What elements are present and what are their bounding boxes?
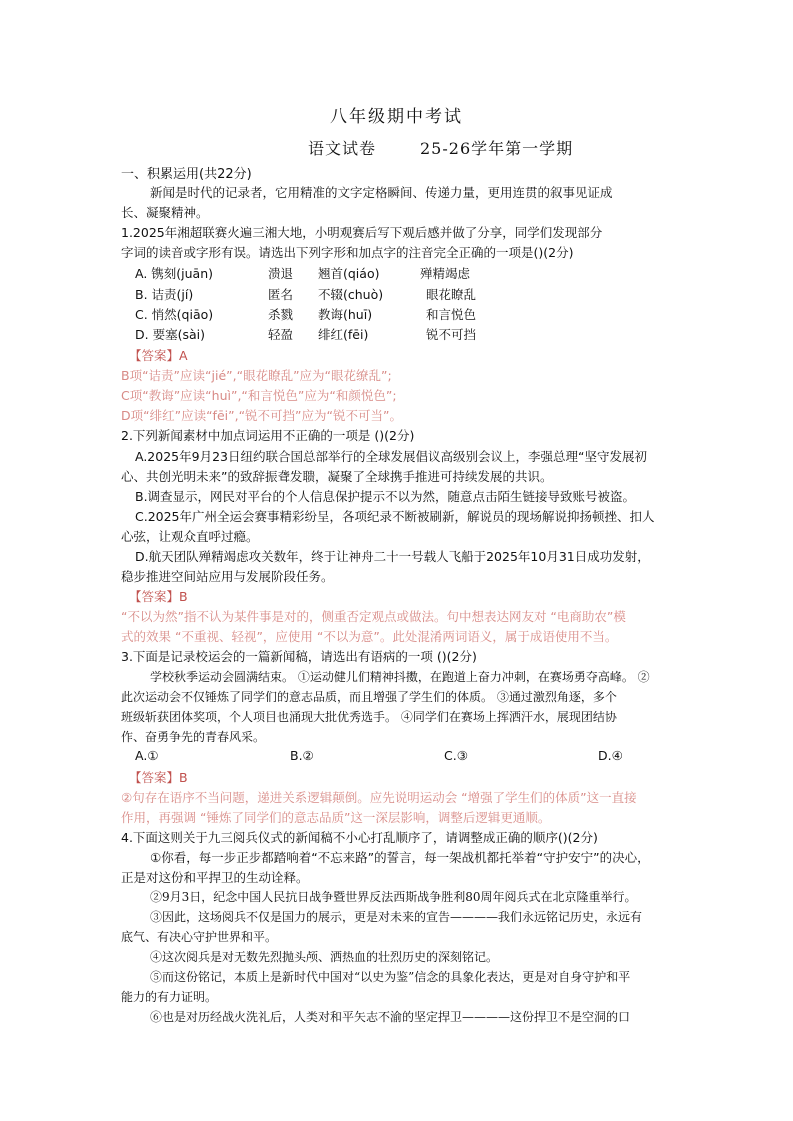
- q4-stem: 4.下面这则关于九三阅兵仪式的新闻稿不小心打乱顺序了，请调整成正确的顺序()(2分): [121, 830, 598, 845]
- q4-sentence-1: ①你看，每一步正步都踏响着“不忘来路”的誓言，每一架战机都托举着“守护安宁”的决心，: [150, 850, 650, 865]
- q3-passage-line: 作、奋勇争先的青春风采。: [121, 730, 266, 744]
- q3-passage-line: 此次运动会不仅锤炼了同学们的意志品质，而且增强了学生们的体质。 ③通过激烈角逐，多个: [121, 690, 617, 704]
- q1-stem: 1.2025年湘超联赛火遍三湘大地，小明观赛后写下观后感并做了分享，同学们发现部分: [121, 225, 603, 240]
- q4-sentence-2: ②9月3日，纪念中国人民抗日战争暨世界反法西斯战争胜利80周年阅兵式在北京隆重举行。: [150, 890, 637, 904]
- q2-option-a: 心、共创光明未来”的致辞振聋发聩，凝聚了全球携手推进可持续发展的共识。: [121, 469, 553, 484]
- section-intro-line: 新闻是时代的记录者，它用精准的文字定格瞬间、传递力量，更用连贯的叙事见证成: [150, 185, 613, 200]
- q1-stem: 字词的读音或字形有误。请选出下列字形和加点字的注音完全正确的一项是()(2分): [121, 245, 574, 260]
- q1-option-a: A. 镌刻(juān): [135, 266, 214, 281]
- q1-option-b: B. 诘责(jí): [135, 287, 194, 302]
- q1-option-b-word: 眼花瞭乱: [426, 287, 477, 302]
- q1-option-b-word: 匿名: [268, 287, 294, 302]
- q1-option-d-word: 轻盈: [268, 327, 294, 342]
- q2-option-d: D.航天团队殚精竭虑攻关数年，终于让神舟二十一号载人飞船于2025年10月31日成功发射，: [135, 549, 650, 564]
- q1-option-c-word: 教诲(huī): [318, 307, 373, 322]
- q1-explain-line: B项“诘责”应读“jié”,“眼花瞭乱”应为“眼花缭乱”;: [121, 368, 392, 383]
- q4-sentence-3: 底气、有决心守护世界和平。: [121, 930, 278, 944]
- section-heading: 一、积累运用(共22分): [121, 167, 252, 182]
- q2-explain-line: “不以为然”指不认为某件事是对的，侧重否定观点或做法。句中想表达网友对 “电商助农”模: [121, 609, 626, 624]
- q3-explain-line: ②句存在语序不当问题，递进关系逻辑颠倒。应先说明运动会 “增强了学生们的体质”这一直接: [121, 790, 637, 805]
- q3-option-b: B.②: [290, 748, 314, 763]
- q1-option-b-word: 不辍(chuò): [318, 287, 384, 302]
- q1-option-d-word: 锐不可挡: [426, 327, 477, 342]
- q1-option-a-word: 翘首(qiáo): [318, 266, 380, 281]
- q1-explain-line: C项“教诲”应读“huì”,“和言悦色”应为“和颜悦色”;: [121, 388, 397, 403]
- q3-option-d: D.④: [598, 748, 623, 763]
- q3-passage-line: 班级斩获团体奖项，个人项目也涌现大批优秀选手。 ④同学们在赛场上挥洒汗水，展现团结协: [121, 710, 617, 724]
- exam-title: 八年级期中考试: [330, 107, 463, 127]
- q2-stem: 2.下列新闻素材中加点词运用不正确的一项是 ()(2分): [121, 428, 415, 443]
- q2-explain-line: 式的效果 “不重视、轻视”，应使用 “不以为意”。此处混淆两词语义，属于成语使用不当。: [121, 629, 618, 644]
- q1-option-d: D. 要塞(sài): [135, 327, 205, 342]
- q3-answer: 【答案】B: [129, 770, 188, 785]
- q1-option-c: C. 悄然(qiāo): [135, 307, 214, 322]
- q2-option-b: B.调查显示，网民对平台的个人信息保护提示不以为然，随意点击陌生链接导致账号被盗。: [135, 489, 636, 504]
- q2-answer: 【答案】B: [129, 589, 188, 604]
- q1-answer: 【答案】A: [129, 348, 188, 363]
- q1-option-d-word: 绯红(fēi): [318, 327, 369, 342]
- q2-option-c: 心弦，让观众直呼过瘾。: [121, 529, 259, 544]
- q2-option-c: C.2025年广州全运会赛事精彩纷呈，各项纪录不断被刷新，解说员的现场解说抑扬顿挫、扣人: [135, 509, 655, 524]
- q1-option-a-word: 溃退: [268, 266, 294, 281]
- term-label: 25-26学年第一学期: [420, 139, 574, 158]
- q1-option-a-word: 殚精竭虑: [420, 266, 471, 281]
- q3-passage-line: 学校秋季运动会圆满结束。 ①运动健儿们精神抖擞，在跑道上奋力冲刺，在赛场勇夺高峰。 ②: [150, 670, 650, 684]
- q4-sentence-3: ③因此，这场阅兵不仅是国力的展示，更是对未来的宣告————我们永远铭记历史，永远有: [150, 910, 643, 924]
- q3-explain-line: 作用，再强调 “锤炼了同学们的意志品质”这一深层影响，调整后逻辑更通顺。: [121, 810, 551, 825]
- subject-label: 语文试卷: [308, 139, 377, 158]
- q3-option-c: C.③: [444, 748, 468, 763]
- q4-sentence-1: 正是对这份和平捍卫的生动诠释。: [121, 870, 309, 885]
- q4-sentence-5: ⑤而这份铭记，本质上是新时代中国对“以史为鉴”信念的具象化表达，更是对自身守护和平: [150, 970, 631, 984]
- section-intro-line: 长、凝聚精神。: [121, 205, 209, 220]
- q4-sentence-5: 能力的有力证明。: [121, 990, 218, 1004]
- q1-option-c-word: 杀戮: [268, 307, 294, 322]
- q3-option-a: A.①: [135, 748, 159, 763]
- q2-option-d: 稳步推进空间站应用与发展阶段任务。: [121, 569, 334, 584]
- q4-sentence-4: ④这次阅兵是对无数先烈抛头颅、洒热血的壮烈历史的深刻铭记。: [150, 950, 499, 964]
- q3-stem: 3.下面是记录校运会的一篇新闻稿，请选出有语病的一项 ()(2分): [121, 649, 477, 664]
- q4-sentence-6: ⑥也是对历经战火洗礼后，人类对和平矢志不渝的坚定捍卫————这份捍卫不是空洞的口: [150, 1010, 631, 1024]
- q1-explain-line: D项“绯红”应读“fēi”,“锐不可挡”应为“锐不可当”。: [121, 408, 402, 423]
- q2-option-a: A.2025年9月23日纽约联合国总部举行的全球发展倡议高级别会议上，李强总理“坚守发展初: [135, 449, 647, 464]
- q1-option-c-word: 和言悦色: [426, 307, 477, 322]
